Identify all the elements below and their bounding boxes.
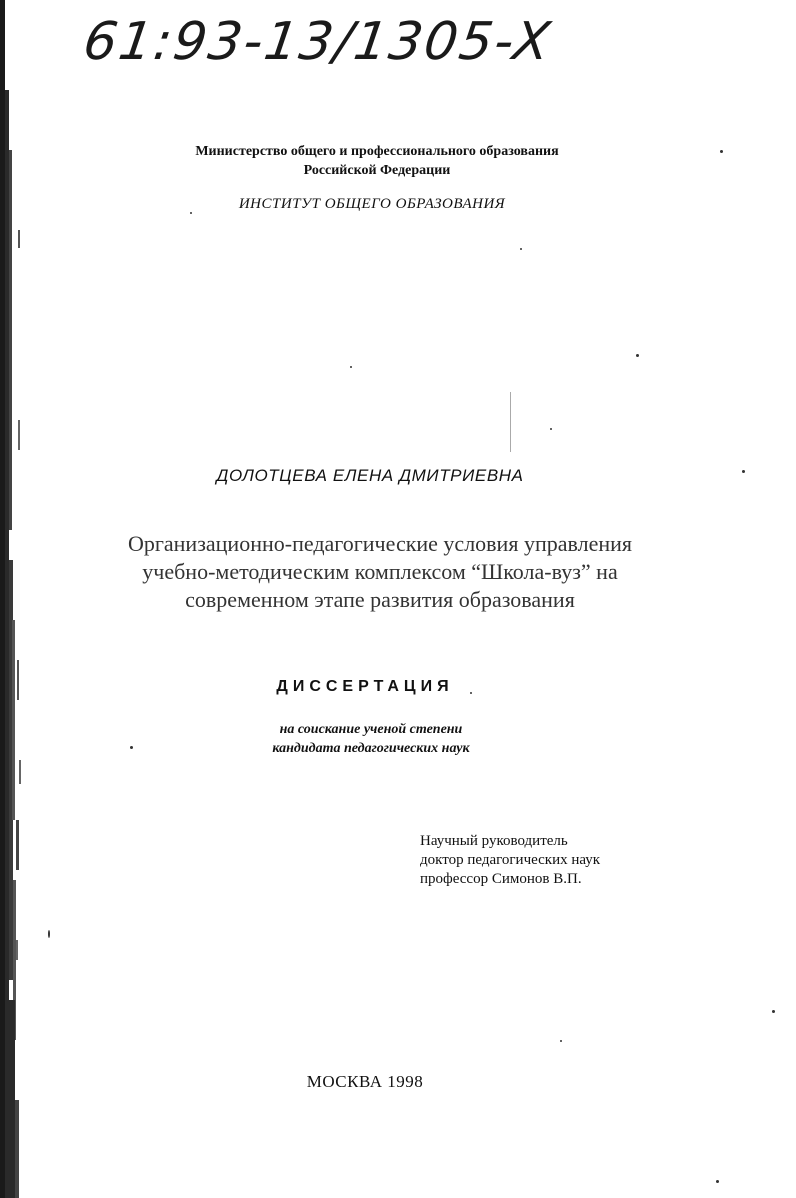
scan-speck (720, 150, 723, 153)
scan-speck (190, 212, 192, 214)
degree-statement (226, 720, 516, 758)
supervisor-line-1: Научный руководитель (420, 833, 568, 849)
title-line-1: Организационно-педагогические условия управления (127, 531, 632, 556)
city-and-year: МОСКВА 1998 (306, 1072, 424, 1091)
scan-speck (550, 428, 552, 430)
scan-speck (772, 1010, 775, 1013)
supervisor-block (420, 832, 680, 889)
degree-line-2: кандидата педагогических наук (272, 741, 470, 756)
degree-line-1: на соискание ученой степени (279, 722, 463, 737)
supervisor-line-2: доктор педагогических наук (420, 852, 601, 868)
scan-speck (636, 354, 639, 357)
scan-speck (716, 1180, 719, 1183)
ministry-header (172, 142, 582, 180)
ministry-line-1: Министерство общего и профессионального образования (195, 144, 559, 159)
title-line-3: современном этапе развития образования (185, 587, 575, 612)
ministry-line-2: Российской Федерации (303, 163, 451, 178)
scan-speck (470, 692, 472, 694)
scan-speck (510, 392, 511, 452)
handwritten-archive-code: 61:93-13/1305-X (79, 12, 556, 72)
scan-speck (560, 1040, 562, 1042)
scan-speck (520, 248, 522, 250)
scan-speck (48, 930, 50, 938)
institute-name: ИНСТИТУТ ОБЩЕГО ОБРАЗОВАНИЯ (238, 196, 506, 212)
dissertation-title (110, 530, 650, 614)
supervisor-line-3: профессор Симонов В.П. (420, 871, 582, 887)
scan-speck (130, 746, 133, 749)
title-line-2: учебно-методическим комплексом “Школа-вуз” на (142, 559, 618, 584)
author-name: ДОЛОТЦЕВА ЕЛЕНА ДМИТРИЕВНА (216, 466, 524, 485)
scan-edge-artifact (0, 0, 30, 1198)
document-type: ДИССЕРТАЦИЯ (276, 678, 454, 695)
scan-speck (742, 470, 745, 473)
scan-speck (350, 366, 352, 368)
